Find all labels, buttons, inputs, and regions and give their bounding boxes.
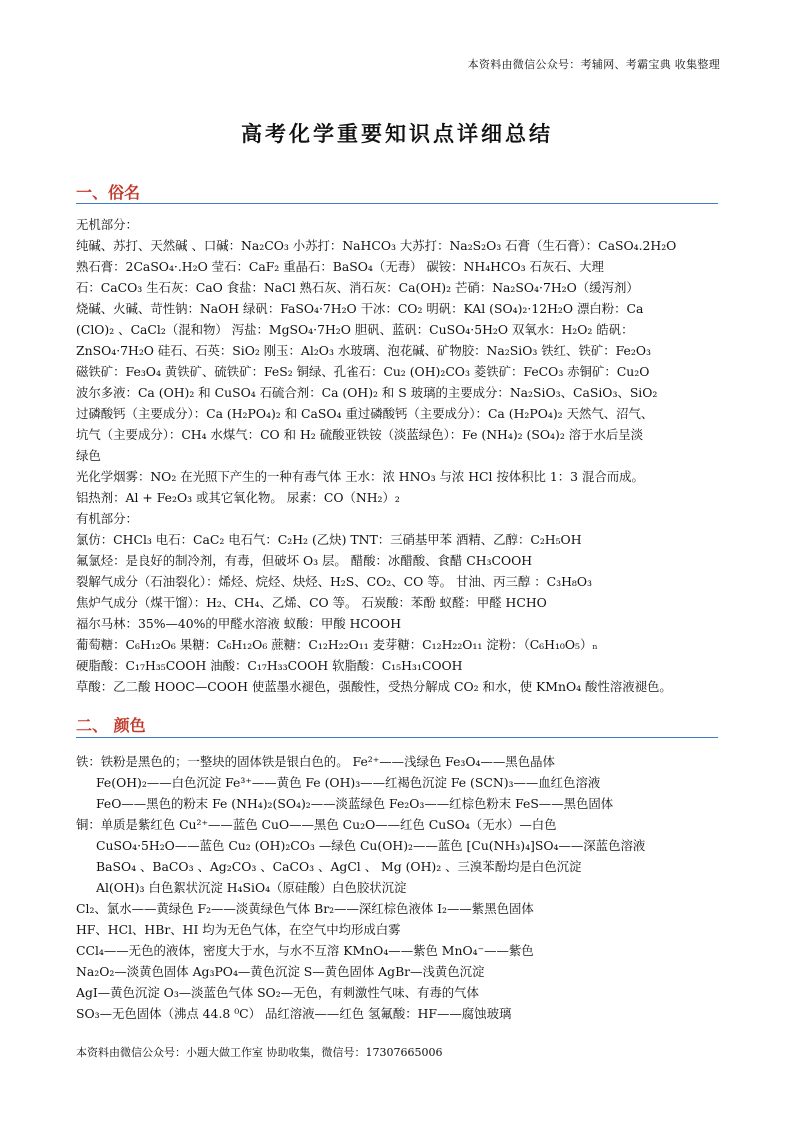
text-line: 焦炉气成分（煤干馏）：H₂、CH₄、乙烯、CO 等。 石炭酸：苯酚 蚁醛：甲醛 HCHO: [76, 595, 547, 610]
text-line: Cl₂、氯水——黄绿色 F₂——淡黄绿色气体 Br₂——深红棕色液体 I₂——紫黑色固体: [76, 901, 534, 916]
section-body-colors: [76, 751, 720, 1024]
text-line: 过磷酸钙（主要成分）：Ca (H₂PO₄)₂ 和 CaSO₄ 重过磷酸钙（主要成分）：Ca (H₂PO₄)₂ 天然气、沼气、: [76, 406, 654, 421]
text-line: 绿色: [76, 448, 101, 463]
text-line: HF、HCl、HBr、HI 均为无色气体，在空气中均形成白雾: [76, 922, 401, 937]
text-line: 草酸：乙二酸 HOOC—COOH 使蓝墨水褪色，强酸性，受热分解成 CO₂ 和水，使 KMnO₄ 酸性溶液褪色。: [76, 679, 672, 694]
text-line: 磁铁矿：Fe₃O₄ 黄铁矿、硫铁矿：FeS₂ 铜绿、孔雀石：Cu₂ (OH)₂CO₃ 菱铁矿：FeCO₃ 赤铜矿：Cu₂O: [76, 364, 650, 379]
text-line: 光化学烟雾：NO₂ 在光照下产生的一种有毒气体 王水：浓 HNO₃ 与浓 HCl 按体积比 1：3 混合而成。: [76, 469, 644, 484]
text-line: Al(OH)₃ 白色絮状沉淀 H₄SiO₄（原硅酸）白色胶状沉淀: [96, 880, 407, 895]
text-line: 铝热剂：Al + Fe₂O₃ 或其它氧化物。 尿素：CO（NH₂）₂: [76, 490, 400, 505]
text-line: 葡萄糖：C₆H₁₂O₆ 果糖：C₆H₁₂O₆ 蔗糖：C₁₂H₂₂O₁₁ 麦芽糖：C₁₂H₂₂O₁₁ 淀粉：（C₆H₁₀O₅）ₙ: [76, 637, 598, 652]
text-line: 裂解气成分（石油裂化）：烯烃、烷烃、炔烃、H₂S、CO₂、CO 等。 甘油、丙三醇 ：C₃H₈O₃: [76, 574, 592, 589]
section-body-names: [76, 214, 720, 697]
text-line: SO₃—无色固体（沸点 44.8 ⁰C） 品红溶液——红色 氢氟酸：HF——腐蚀玻璃: [76, 1006, 512, 1021]
text-line: Na₂O₂—淡黄色固体 Ag₃PO₄—黄色沉淀 S—黄色固体 AgBr—浅黄色沉淀: [76, 964, 485, 979]
section-heading-colors: 二、 颜色: [76, 716, 146, 735]
header-note: 本资料由微信公众号：考辅网、考霸宝典 收集整理: [467, 58, 720, 71]
text-line: 氟氯烃：是良好的制冷剂，有毒，但破坏 O₃ 层。 醋酸：冰醋酸、食醋 CH₃COOH: [76, 553, 533, 568]
text-line: 熟石膏：2CaSO₄·.H₂O 莹石：CaF₂ 重晶石：BaSO₄（无毒） 碳铵：NH₄HCO₃ 石灰石、大理: [76, 259, 604, 274]
text-line: 氯仿：CHCl₃ 电石：CaC₂ 电石气：C₂H₂ (乙炔) TNT：三硝基甲苯 酒精、乙醇：C₂H₅OH: [76, 532, 582, 547]
text-line: 福尔马林：35%—40%的甲醛水溶液 蚁酸：甲酸 HCOOH: [76, 616, 402, 631]
text-line: 硬脂酸：C₁₇H₃₅COOH 油酸：C₁₇H₃₃COOH 软脂酸：C₁₅H₃₁COOH: [76, 658, 463, 673]
text-line: FeO——黑色的粉末 Fe (NH₄)₂(SO₄)₂——淡蓝绿色 Fe₂O₃——红棕色粉末 FeS——黑色固体: [96, 796, 614, 811]
text-line: 无机部分：: [76, 217, 138, 232]
text-line: 有机部分：: [76, 511, 138, 526]
document-title: 高考化学重要知识点详细总结: [241, 121, 553, 146]
text-line: ZnSO₄·7H₂O 硅石、石英：SiO₂ 刚玉：Al₂O₃ 水玻璃、泡花碱、矿物胶：Na₂SiO₃ 铁红、铁矿：Fe₂O₃: [76, 343, 651, 358]
text-line: CCl₄——无色的液体，密度大于水，与水不互溶 KMnO₄——紫色 MnO₄⁻——紫色: [76, 943, 534, 958]
text-line: 坑气（主要成分）：CH₄ 水煤气：CO 和 H₂ 硫酸亚铁铵（淡蓝绿色）：Fe (NH₄)₂ (SO₄)₂ 溶于水后呈淡: [76, 427, 644, 442]
text-line: AgI—黄色沉淀 O₃—淡蓝色气体 SO₂—无色，有刺激性气味、有毒的气体: [76, 985, 479, 1000]
section-rule: [76, 203, 718, 204]
text-line: (ClO)₂ 、CaCl₂（混和物） 泻盐：MgSO₄·7H₂O 胆矾、蓝矾：CuSO₄·5H₂O 双氧水：H₂O₂ 皓矾：: [76, 322, 634, 337]
section-heading-names: 一、俗名: [76, 183, 141, 202]
text-line: 烧碱、火碱、苛性钠：NaOH 绿矾：FaSO₄·7H₂O 干冰：CO₂ 明矾：KAl (SO₄)₂·12H₂O 漂白粉：Ca: [76, 301, 644, 316]
section-rule: [76, 737, 718, 738]
footer-note: 本资料由微信公众号：小题大做工作室 协助收集，微信号：17307665006: [76, 1046, 443, 1059]
text-line: 铁：铁粉是黑色的；一整块的固体铁是银白色的。 Fe²⁺——浅绿色 Fe₃O₄——黑色晶体: [76, 754, 555, 769]
text-line: 石：CaCO₃ 生石灰：CaO 食盐：NaCl 熟石灰、消石灰：Ca(OH)₂ 芒硝：Na₂SO₄·7H₂O（缓泻剂）: [76, 280, 639, 295]
text-line: Fe(OH)₂——白色沉淀 Fe³⁺——黄色 Fe (OH)₃——红褐色沉淀 Fe (SCN)₃——血红色溶液: [96, 775, 601, 790]
text-line: CuSO₄·5H₂O——蓝色 Cu₂ (OH)₂CO₃ —绿色 Cu(OH)₂——蓝色 [Cu(NH₃)₄]SO₄——深蓝色溶液: [96, 838, 646, 853]
text-line: 波尔多液：Ca (OH)₂ 和 CuSO₄ 石硫合剂：Ca (OH)₂ 和 S 玻璃的主要成分：Na₂SiO₃、CaSiO₃、SiO₂: [76, 385, 658, 400]
text-line: 纯碱、苏打、天然碱 、口碱：Na₂CO₃ 小苏打：NaHCO₃ 大苏打：Na₂S₂O₃ 石膏（生石膏）：CaSO₄.2H₂O: [76, 238, 677, 253]
text-line: BaSO₄ 、BaCO₃ 、Ag₂CO₃ 、CaCO₃ 、AgCl 、 Mg (OH)₂ 、三溴苯酚均是白色沉淀: [96, 859, 582, 874]
text-line: 铜：单质是紫红色 Cu²⁺——蓝色 CuO——黑色 Cu₂O——红色 CuSO₄（无水）—白色: [76, 817, 557, 832]
